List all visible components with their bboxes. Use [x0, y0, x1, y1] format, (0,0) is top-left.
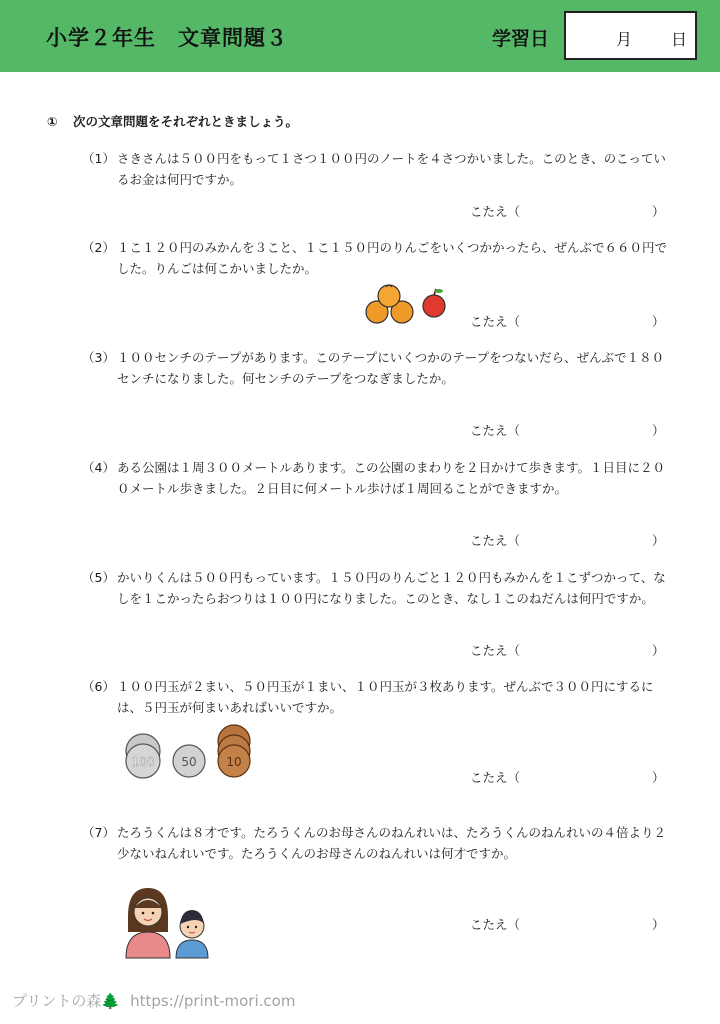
answer-close: ） [652, 770, 665, 785]
footer [12, 990, 295, 1011]
answer-field-5[interactable] [470, 641, 665, 661]
answer-close: ） [652, 314, 665, 329]
mother-icon [126, 888, 170, 958]
site-name: プリントの森 [12, 992, 102, 1010]
question-6 [82, 676, 672, 718]
coin-label-10: 10 [226, 755, 242, 769]
header-bar [0, 0, 720, 72]
question-2 [82, 237, 672, 279]
ten-yen-coin-icon [218, 725, 250, 777]
question-7 [82, 822, 672, 864]
answer-field-4[interactable] [470, 531, 665, 551]
month-label: 月 [616, 30, 633, 49]
answer-close: ） [652, 643, 665, 658]
coin-label-50: 50 [181, 755, 197, 769]
question-number: （7） [82, 825, 115, 840]
answer-close: ） [652, 423, 665, 438]
question-text: かいりくんは５００円もっています。１５０円のりんごと１２０円もみかんを１こずつかって、なしを１こかったらおつりは１００円になりました。このとき、なし１このねだんは何円ですか。 [117, 570, 666, 606]
answer-field-1[interactable] [470, 202, 665, 222]
answer-label: こたえ（ [470, 423, 521, 438]
question-number: （2） [82, 240, 115, 255]
boy-icon [176, 910, 208, 958]
answer-field-7[interactable] [470, 915, 665, 935]
question-number: （5） [82, 570, 115, 585]
orange-icon [378, 285, 400, 307]
answer-field-2[interactable] [470, 312, 665, 332]
answer-field-3[interactable] [470, 421, 665, 441]
question-4 [82, 457, 672, 499]
tree-icon: 🌲 [101, 992, 121, 1010]
coin-label-100: 100 [131, 755, 155, 769]
question-number: （3） [82, 350, 115, 365]
question-1 [82, 148, 672, 190]
answer-label: こたえ（ [470, 314, 521, 329]
question-5 [82, 567, 672, 609]
question-number: （1） [82, 151, 115, 166]
answer-close: ） [652, 204, 665, 219]
day-label: 日 [671, 30, 688, 49]
question-text: さきさんは５００円をもって１さつ１００円のノートを４さつかいました。このとき、のこっているお金は何円ですか。 [117, 151, 666, 187]
question-text: １こ１２０円のみかんを３こと、１こ１５０円のりんごをいくつかかったら、ぜんぶで６６０円でした。りんごは何こかいましたか。 [117, 240, 668, 276]
question-text: ある公園は１周３００メートルあります。この公園のまわりを２日かけて歩きます。１日目に２００メートル歩きました。２日目に何メートル歩けば１周回ることができますか。 [117, 460, 666, 496]
question-text: たろうくんは８才です。たろうくんのお母さんのねんれいは、たろうくんのねんれいの４倍より２少ないねんれいです。たろうくんのお母さんのねんれいは何才ですか。 [117, 825, 667, 861]
coins-illustration [122, 724, 258, 784]
answer-label: こたえ（ [470, 643, 521, 658]
question-number: （6） [82, 679, 115, 694]
answer-field-6[interactable] [470, 768, 665, 788]
answer-label: こたえ（ [470, 204, 521, 219]
hundred-yen-coin-icon [126, 734, 160, 778]
fifty-yen-coin-icon [173, 745, 205, 777]
apple-icon [423, 289, 445, 317]
worksheet-title: 小学２年生 文章問題３ [46, 26, 288, 50]
section-heading [47, 112, 298, 130]
question-text: １００円玉が２まい、５０円玉が１まい、１０円玉が３枚あります。ぜんぶで３００円にするには、５円玉が何まいあればいいですか。 [117, 679, 654, 715]
section-instruction: 次の文章問題をそれぞれときましょう。 [73, 114, 299, 129]
question-text: １００センチのテープがあります。このテープにいくつかのテープをつないだら、ぜんぶで１８０センチになりました。何センチのテープをつなぎましたか。 [117, 350, 665, 386]
answer-label: こたえ（ [470, 917, 521, 932]
question-number: （4） [82, 460, 115, 475]
oranges-apple-illustration [362, 284, 450, 326]
answer-close: ） [652, 533, 665, 548]
answer-close: ） [652, 917, 665, 932]
answer-label: こたえ（ [470, 533, 521, 548]
answer-label: こたえ（ [470, 770, 521, 785]
question-3 [82, 347, 672, 389]
date-entry-box[interactable] [564, 11, 697, 60]
section-number: ① [47, 114, 58, 129]
site-url-link[interactable]: https://print-mori.com [130, 992, 296, 1010]
mother-and-son-illustration [124, 886, 214, 960]
date-label: 学習日 [492, 28, 550, 50]
